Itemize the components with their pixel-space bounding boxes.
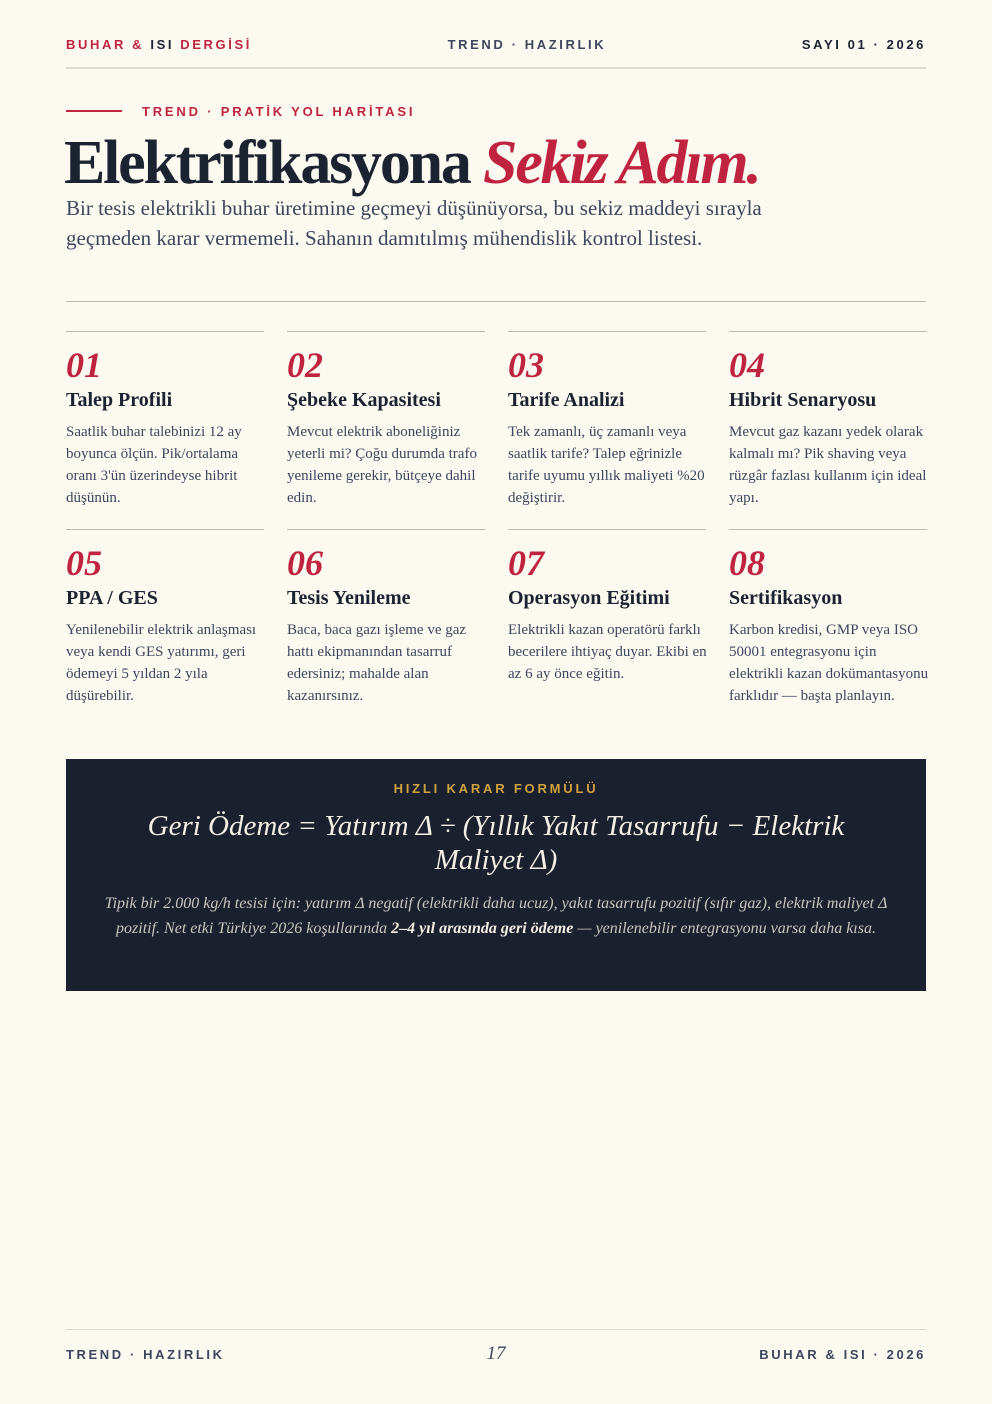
step-card: [729, 529, 929, 704]
formula-note: [90, 891, 902, 941]
footer-section: TREND · HAZIRLIK: [66, 1347, 225, 1362]
step-card: [287, 331, 485, 506]
title-main: Elektrifikasyona: [64, 129, 470, 197]
running-header: [66, 36, 926, 52]
step-number: 02: [287, 345, 323, 385]
step-number: 05: [66, 543, 102, 583]
kicker-text: TREND · PRATİK YOL HARİTASI: [142, 103, 416, 119]
step-card: [729, 331, 927, 506]
step-number: 04: [729, 345, 765, 385]
brand-part-1: BUHAR &: [66, 36, 145, 52]
step-title: Hibrit Senaryosu: [729, 389, 877, 411]
step-description: Yenilenebilir elektrik anlaşması veya kendi GES yatırımı, geri ödemeyi 5 yıldan 2 yıla düşürebilir.: [66, 622, 257, 704]
step-card: [66, 529, 264, 704]
running-footer: [66, 1343, 926, 1365]
step-title: Şebeke Kapasitesi: [287, 389, 441, 411]
step-description: Karbon kredisi, GMP veya ISO 50001 entegrasyonu için elektrikli kazan dokümantasyonu farklıdır — başta planlayın.: [729, 622, 929, 704]
step-title: Tesis Yenileme: [287, 587, 411, 609]
formula-label: HIZLI KARAR FORMÜLÜ: [393, 781, 599, 796]
footer-brand: BUHAR & ISI · 2026: [759, 1347, 926, 1362]
step-number: 08: [729, 543, 765, 583]
step-title: PPA / GES: [66, 587, 158, 609]
header-section: TREND · HAZIRLIK: [447, 36, 607, 52]
step-number: 03: [508, 345, 544, 385]
page-title: [64, 128, 760, 198]
footer-divider: [66, 1329, 926, 1330]
lede-paragraph: Bir tesis elektrikli buhar üretimine geçmeyi düşünüyorsa, bu sekiz maddeyi sırayla geçmeden karar vermemeli. Sahanın damıtılmış mühendislik kontrol listesi.: [66, 196, 762, 250]
step-description: Mevcut gaz kazanı yedek olarak kalmalı mı? Pik shaving veya rüzgâr fazlası kullanım için ideal yapı.: [729, 424, 927, 506]
page-number: 17: [486, 1343, 506, 1364]
step-card: [287, 529, 485, 704]
step-description: Tek zamanlı, üç zamanlı veya saatlik tarife? Talep eğrinizle tarife uyumu yıllık maliyeti %20 değiştirir.: [508, 424, 705, 506]
formula-box: [66, 759, 926, 991]
step-description: Mevcut elektrik aboneliğiniz yeterli mi? Çoğu durumda trafo yenileme gerekir, bütçeye dahil edin.: [287, 424, 477, 506]
kicker: [66, 102, 415, 120]
step-description: Elektrikli kazan operatörü farklı becerilere ihtiyaç duyar. Ekibi en az 6 ay önce eğitin.: [508, 622, 707, 682]
step-number: 06: [287, 543, 323, 583]
step-title: Tarife Analizi: [508, 389, 625, 411]
step-card: [508, 331, 706, 506]
step-number: 07: [508, 543, 544, 583]
formula-note-part-1: Tipik bir 2.000 kg/h tesisi için: yatırım Δ negatif (elektrikli daha ucuz), yakıt tasarrufu pozitif (sıfır gaz), elektrik maliyet Δ pozitif. Net etki Türkiye 2026 koşullarında: [104, 895, 888, 937]
header-issue: SAYI 01 · 2026: [801, 36, 926, 52]
formula-note-part-2: — yenilenebilir entegrasyonu varsa daha kısa.: [573, 920, 876, 937]
brand-part-3: DERGİSİ: [180, 36, 252, 52]
step-title: Operasyon Eğitimi: [508, 587, 670, 609]
brand-part-2: ISI: [150, 36, 175, 52]
title-accent: Sekiz Adım.: [483, 129, 760, 197]
step-description: Saatlik buhar talebinizi 12 ay boyunca ölçün. Pik/ortalama oranı 3'ün üzerindeyse hibrit düşünün.: [66, 424, 242, 506]
formula-expression: Geri Ödeme = Yatırım Δ ÷ (Yıllık Yakıt Tasarrufu − Elektrik Maliyet Δ): [147, 810, 845, 876]
step-card: [66, 331, 264, 506]
step-description: Baca, baca gazı işleme ve gaz hattı ekipmanından tasarruf edersiniz; mahalde alan kazanırsınız.: [287, 622, 467, 704]
header-divider: [66, 67, 926, 69]
step-card: [508, 529, 707, 682]
step-title: Sertifikasyon: [729, 587, 843, 609]
formula-note-highlight: 2–4 yıl arasında geri ödeme: [391, 920, 574, 937]
step-number: 01: [66, 345, 102, 385]
magazine-brand: [66, 37, 252, 52]
kicker-rule: [66, 110, 122, 112]
step-title: Talep Profili: [66, 389, 173, 411]
section-divider: [66, 301, 926, 302]
magazine-page: [64, 0, 929, 1404]
